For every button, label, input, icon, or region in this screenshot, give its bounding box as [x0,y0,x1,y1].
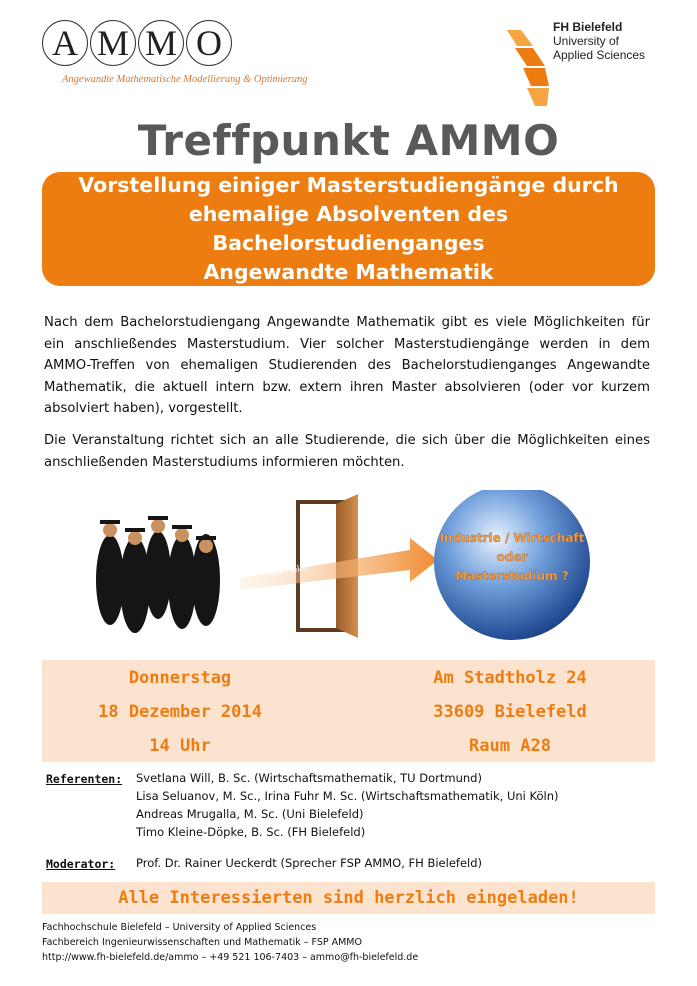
speakers-label: Referenten: [46,772,123,786]
globe-line2: oder [496,550,528,564]
invitation-banner: Alle Interessierten sind herzlich eingeladen! [42,882,655,914]
globe-line3: Masterstudium ? [455,569,569,583]
speaker-item: Andreas Mrugalla, M. Sc. (Uni Bielefeld) [136,807,364,821]
event-city: 33609 Bielefeld [433,702,587,722]
fh-bielefeld-logo [505,16,675,106]
page-title: Treffpunkt AMMO [137,116,560,165]
ammo-subtitle: Angewandte Mathematische Modellierung & Optimierung [62,74,308,85]
event-street: Am Stadtholz 24 [433,668,587,688]
illustration [90,490,610,650]
banner-line: Angewandte Mathematik [203,260,494,284]
ammo-letter: O [186,20,232,66]
ammo-letter: M [138,20,184,66]
footer-line: http://www.fh-bielefeld.de/ammo – +49 521 106-7403 – ammo@fh-bielefeld.de [42,952,419,963]
event-date: 18 Dezember 2014 [98,702,262,722]
ammo-logo-letters [42,20,232,66]
intro-paragraph: Nach dem Bachelorstudiengang Angewandte Mathematik gibt es viele Möglichkeiten für ein anschließendes Masterstudium. Vier solcher Masterstudiengänge werden in dem AMMO-Treffen von ehemaligen Studierenden des Bachelorstudienganges Angewandte Mathematik, die aktuell intern bzw. extern ihren Master absolvieren (oder vor kurzem absolviert haben), vorgestellt. [44,315,650,416]
ammo-letter: M [90,20,136,66]
footer [42,920,418,965]
speaker-item: Lisa Seluanov, M. Sc., Irina Fuhr M. Sc. (Wirtschaftsmathematik, Uni Köln) [136,789,559,803]
speaker-item: Timo Kleine-Döpke, B. Sc. (FH Bielefeld) [136,825,366,839]
fh-logo-mark-icon [505,22,553,108]
fh-logo-line3: Applied Sciences [553,48,646,62]
banner-line: ehemalige Absolventen des Bachelorstudienganges [188,202,509,255]
subtitle-banner [42,172,655,286]
event-day: Donnerstag [128,668,232,688]
speaker-item: Svetlana Will, B. Sc. (Wirtschaftsmathematik, TU Dortmund) [136,771,482,785]
event-room: Raum A28 [469,736,551,756]
event-info-band [42,660,655,762]
globe [434,490,590,640]
fh-logo-line2: University of [553,34,620,48]
globe-line1: Industrie / Wirtschaft [439,531,585,545]
event-time: 14 Uhr [149,736,211,756]
arrow-label: Bachelor [268,562,310,579]
ammo-logo [42,16,312,88]
graduates-door-globe-illustration [90,490,610,650]
fh-logo-line1: FH Bielefeld [553,20,623,34]
footer-line: Fachhochschule Bielefeld – University of Applied Sciences [42,922,317,933]
moderator-label: Moderator: [46,857,116,871]
speakers-list [136,769,559,841]
footer-line: Fachbereich Ingenieurwissenschaften und Mathematik – FSP AMMO [42,937,362,948]
audience-paragraph: Die Veranstaltung richtet sich an alle Studierende, die sich über die Möglichkeiten eines anschließenden Masterstudiums informieren möchten. [44,433,650,470]
moderator-name: Prof. Dr. Rainer Ueckerdt (Sprecher FSP AMMO, FH Bielefeld) [136,856,482,870]
graduates-group [96,516,220,633]
ammo-letter: A [42,20,88,66]
banner-line: Vorstellung einiger Masterstudiengänge durch [78,173,619,197]
fh-logo-text [553,20,645,62]
